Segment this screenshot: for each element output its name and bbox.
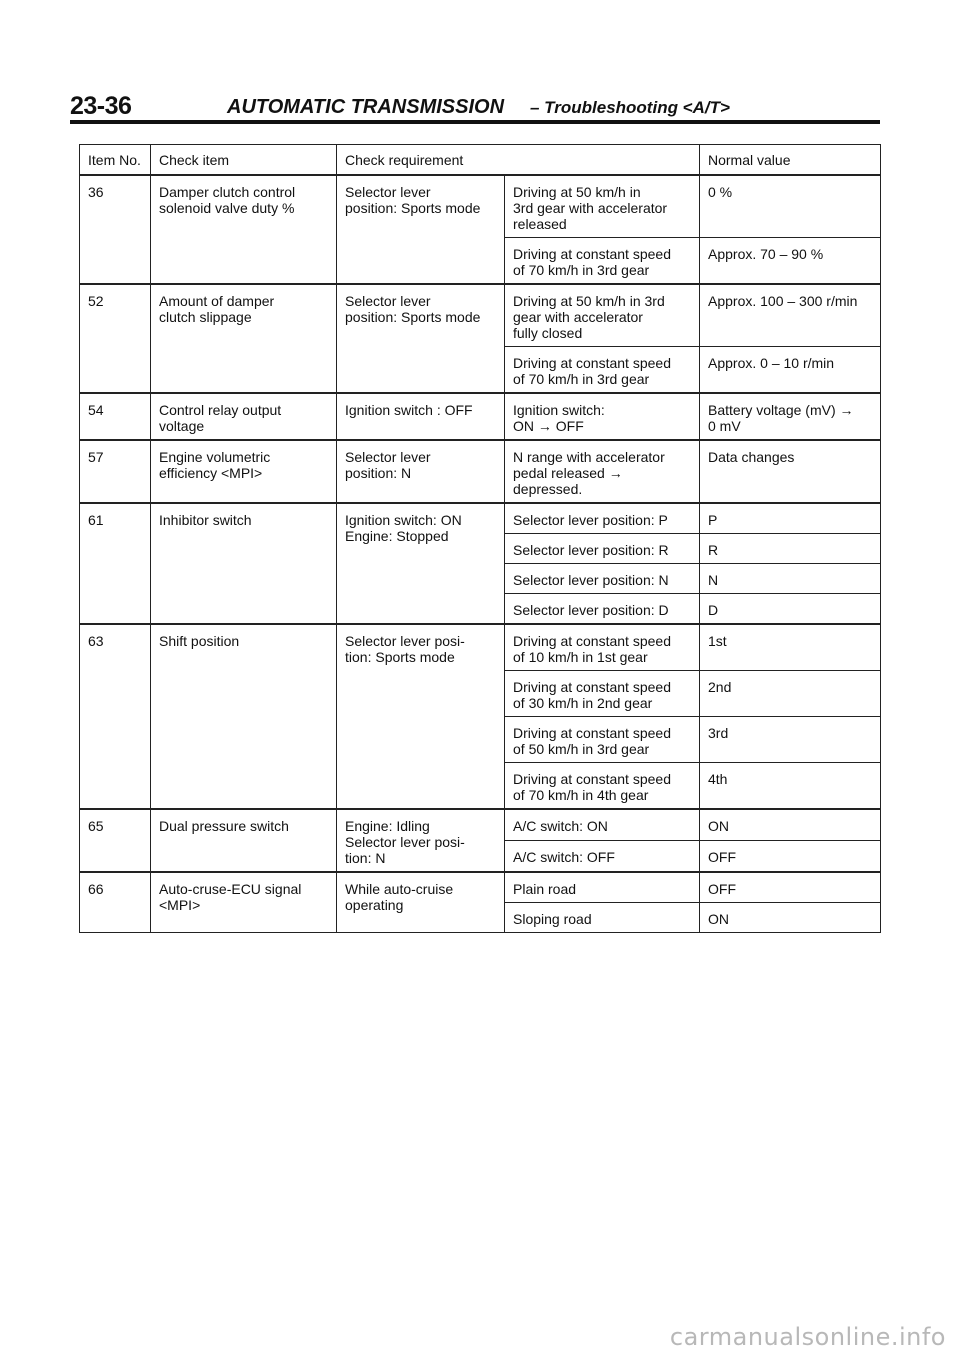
- item-no-cell: 57: [80, 440, 151, 503]
- table-body: [80, 175, 881, 933]
- table-header-row: [80, 145, 881, 176]
- section-subtitle: – Troubleshooting <A/T>: [530, 98, 730, 117]
- check-item-cell: Dual pressure switch: [151, 809, 337, 872]
- normal-value-cell: N: [700, 564, 881, 594]
- condition-cell: Selector lever position: D: [505, 594, 700, 625]
- condition-cell: Driving at constant speed of 10 km/h in 1st gear: [505, 624, 700, 671]
- normal-value-cell: D: [700, 594, 881, 625]
- item-no-cell: 52: [80, 284, 151, 393]
- condition-cell: Sloping road: [505, 903, 700, 933]
- header-item-no: Item No.: [80, 145, 151, 176]
- condition-cell: Ignition switch: ON → OFF: [505, 393, 700, 440]
- table-row: [80, 809, 881, 841]
- normal-value-cell: Data changes: [700, 440, 881, 503]
- normal-value-cell: Approx. 0 – 10 r/min: [700, 347, 881, 394]
- requirement-cell: Ignition switch : OFF: [337, 393, 505, 440]
- section-title: AUTOMATIC TRANSMISSION: [227, 96, 505, 118]
- requirement-cell: While auto-cruise operating: [337, 872, 505, 933]
- condition-cell: Plain road: [505, 872, 700, 903]
- troubleshooting-table: [79, 144, 881, 933]
- header-normal-value: Normal value: [700, 145, 881, 176]
- header-check-item: Check item: [151, 145, 337, 176]
- normal-value-cell: ON: [700, 809, 881, 841]
- normal-value-cell: 2nd: [700, 671, 881, 717]
- normal-value-cell: OFF: [700, 841, 881, 873]
- normal-value-cell: Battery voltage (mV) → 0 mV: [700, 393, 881, 440]
- normal-value-cell: OFF: [700, 872, 881, 903]
- normal-value-cell: Approx. 100 – 300 r/min: [700, 284, 881, 347]
- item-no-cell: 63: [80, 624, 151, 809]
- condition-cell: A/C switch: OFF: [505, 841, 700, 873]
- normal-value-cell: 1st: [700, 624, 881, 671]
- condition-cell: Driving at constant speed of 70 km/h in 3rd gear: [505, 347, 700, 394]
- check-item-cell: Inhibitor switch: [151, 503, 337, 624]
- check-item-cell: Auto-cruse-ECU signal <MPI>: [151, 872, 337, 933]
- normal-value-cell: P: [700, 503, 881, 534]
- check-item-cell: Shift position: [151, 624, 337, 809]
- table-row: [80, 440, 881, 503]
- check-item-cell: Engine volumetric efficiency <MPI>: [151, 440, 337, 503]
- condition-cell: Selector lever position: N: [505, 564, 700, 594]
- requirement-cell: Selector lever position: N: [337, 440, 505, 503]
- normal-value-cell: ON: [700, 903, 881, 933]
- header-check-requirement: Check requirement: [337, 145, 700, 176]
- item-no-cell: 54: [80, 393, 151, 440]
- requirement-cell: Selector lever posi- tion: Sports mode: [337, 624, 505, 809]
- table-row: [80, 503, 881, 534]
- condition-cell: N range with accelerator pedal released → depressed.: [505, 440, 700, 503]
- normal-value-cell: 3rd: [700, 717, 881, 763]
- normal-value-cell: R: [700, 534, 881, 564]
- condition-cell: Selector lever position: R: [505, 534, 700, 564]
- requirement-cell: Ignition switch: ON Engine: Stopped: [337, 503, 505, 624]
- check-item-cell: Amount of damper clutch slippage: [151, 284, 337, 393]
- header-rule: [70, 120, 880, 124]
- condition-cell: Driving at 50 km/h in 3rd gear with accelerator released: [505, 175, 700, 238]
- condition-cell: Selector lever position: P: [505, 503, 700, 534]
- normal-value-cell: 0 %: [700, 175, 881, 238]
- normal-value-cell: 4th: [700, 763, 881, 810]
- table-row: [80, 393, 881, 440]
- condition-cell: Driving at constant speed of 50 km/h in 3rd gear: [505, 717, 700, 763]
- table-row: [80, 284, 881, 347]
- requirement-cell: Engine: Idling Selector lever posi- tion: N: [337, 809, 505, 872]
- condition-cell: Driving at constant speed of 70 km/h in 3rd gear: [505, 238, 700, 285]
- normal-value-cell: Approx. 70 – 90 %: [700, 238, 881, 285]
- requirement-cell: Selector lever position: Sports mode: [337, 175, 505, 284]
- requirement-cell: Selector lever position: Sports mode: [337, 284, 505, 393]
- check-item-cell: Control relay output voltage: [151, 393, 337, 440]
- condition-cell: A/C switch: ON: [505, 809, 700, 841]
- item-no-cell: 65: [80, 809, 151, 872]
- table-row: [80, 175, 881, 238]
- condition-cell: Driving at 50 km/h in 3rd gear with accelerator fully closed: [505, 284, 700, 347]
- check-item-cell: Damper clutch control solenoid valve duty %: [151, 175, 337, 284]
- table-row: [80, 872, 881, 903]
- watermark: carmanualsonline.info: [669, 1323, 946, 1351]
- item-no-cell: 36: [80, 175, 151, 284]
- item-no-cell: 61: [80, 503, 151, 624]
- item-no-cell: 66: [80, 872, 151, 933]
- condition-cell: Driving at constant speed of 70 km/h in 4th gear: [505, 763, 700, 810]
- table-row: [80, 624, 881, 671]
- page-number: 23-36: [70, 92, 132, 120]
- condition-cell: Driving at constant speed of 30 km/h in 2nd gear: [505, 671, 700, 717]
